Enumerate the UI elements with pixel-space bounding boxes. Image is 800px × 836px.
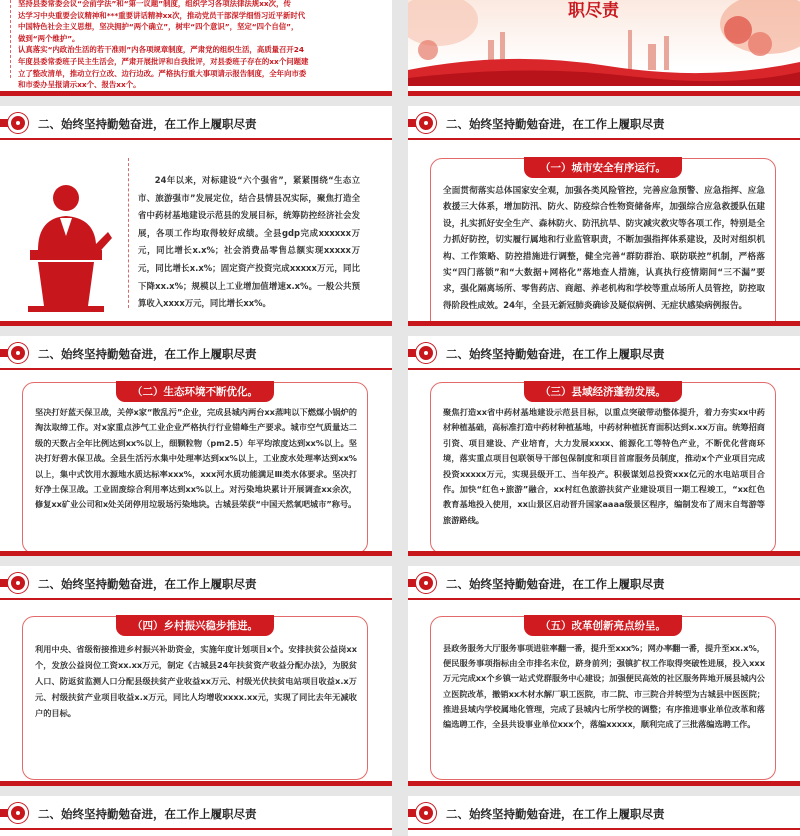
slide-bottom-bar xyxy=(0,551,392,556)
text-line: 认真落实“内政治生活的若干准则”内各项规章制度，严肃党的组织生活，高质量召开24 xyxy=(18,45,305,55)
slide-next-left xyxy=(0,796,392,836)
slide-header xyxy=(408,796,800,830)
slide-card-4 xyxy=(0,566,392,786)
slide-card-5 xyxy=(408,566,800,786)
content-card xyxy=(430,158,776,326)
slide-header xyxy=(0,796,392,830)
card-label: （二）生态环境不断优化。 xyxy=(116,381,274,402)
text-line: 年度县委常委班子民主生活会，严肃开展批评和自我批评，对县委班子存在的xx个问题建 xyxy=(18,56,309,66)
intro-dashed-rule xyxy=(128,158,129,308)
content-card xyxy=(22,382,368,554)
section-title: 二、始终坚持勤勉奋进，在工作上履职尽责 xyxy=(38,117,257,131)
slide-header xyxy=(408,336,800,370)
slide-card-1 xyxy=(408,106,800,326)
slide-header xyxy=(0,336,392,370)
section-title: 二、始终坚持勤勉奋进，在工作上履职尽责 xyxy=(446,807,665,821)
card-text: 县政务服务大厅服务事项进驻率翻一番，提升至xxx%；网办率翻一番，提升至xx.x%，便民服务事项指标由全市排名末位，跻身前列；强镇扩权工作取得突破性进展，投入xxx万元完成xx个乡镇一站式党群服务中心建设；加强便民高效的社区服务阵地开展县城内公立医院改革，撤销xx木材水解厂职工医院，市二院、市三院合并转型为古城县中医医院；推进县域内学校属地化管理，完成了县城内七所学校的调整；有序推进事业单位改革和落编选聘工作，全县共设事业单位xxx个，落编xxxxx，顺利完成了三批落编选聘工作。 xyxy=(443,643,765,730)
slide-top-right xyxy=(408,0,800,96)
section-title: 二、始终坚持勤勉奋进，在工作上履职尽责 xyxy=(446,347,665,361)
card-label: （四）乡村振兴稳步推进。 xyxy=(116,615,274,636)
card-text: 全面贯彻落实总体国家安全观，加强各类风险管控，完善应急预警、应急指挥、应急救援三大体系，增加防汛、防火、防疫综合性物资储备库，加强综合应急救援队伍建设，扎实抓好安全生产、森林防火、防汛抗旱、防灾减灾救灾等各项工作，特别是全力抓好防控，切实履行属地和行业监管职责，不断加强指挥体系建设，及时对组织机构、工作策略、防控措施进行调整，健全完善“群防群治、联防联控”机制，严格落实“四门落锁”和“大数据+网格化”落地查人措施，认真执行疫情期间“三不漏”要求，强化隔离场所、零售药店、商超、养老机构和学校等重点场所人员管控，防控取得阶段性成效。24年，全县无新冠肺炎确诊及疑似病例、无症状感染病例报告。 xyxy=(443,186,765,311)
left-dashed-rule xyxy=(10,0,11,78)
section-title: 二、始终坚持勤勉奋进，在工作上履职尽责 xyxy=(446,577,665,591)
slide-header xyxy=(0,566,392,600)
card-label: （三）县域经济蓬勃发展。 xyxy=(524,381,682,402)
section-title: 二、始终坚持勤勉奋进，在工作上履职尽责 xyxy=(38,577,257,591)
slide-next-right xyxy=(408,796,800,836)
text-line: 做到“两个维护”。 xyxy=(18,33,80,43)
card-text: 利用中央、省级衔接推进乡村振兴补助资金，实施年度计划项目x个。安排扶贫公益岗xx个，发放公益岗位工资xx.xx万元，制定《古城县24年扶贫资产收益分配办法》，为脱贫人口、防返贫监测人口分配县级扶贫产业收益xx万元、村级光伏扶贫电站项目收益x.x万元、村级扶贫产业项目收益x.x万元，同比人均增收xxxx.xx元，实现了同比去年无减收户的目标。 xyxy=(35,644,357,718)
text-line: 和市委办呈报请示xx个、报告xx个。 xyxy=(18,80,141,90)
slide-header xyxy=(408,566,800,600)
slide-bottom-bar xyxy=(408,781,800,786)
slide-header xyxy=(0,106,392,140)
section-title: 二、始终坚持勤勉奋进，在工作上履职尽责 xyxy=(446,117,665,131)
section-title: 二、始终坚持勤勉奋进，在工作上履职尽责 xyxy=(38,347,257,361)
text-line: 坚持县委常委会议“会前学法”和“第一议题”制度，组织学习各项法律法规xx次，传 xyxy=(18,0,291,8)
slide-card-2 xyxy=(0,336,392,556)
text-line: 达学习中央重要会议精神和***重要讲话精神xx次，推动党员干部深学细悟习近平新时代 xyxy=(18,10,306,20)
section-title: 二、始终坚持勤勉奋进，在工作上履职尽责 xyxy=(38,807,257,821)
intro-text: 24年以来，对标建设“六个强省”，紧紧围绕“生态立市、旅游强市”发展定位，结合县情县况实际，聚焦打造全省中药材基地建设示范县的发展目标，统筹防控经济社会发展，各项工作均取得较好成绩。全县gdp完成xxxxxx万元，同比增长x.x%；社会消费品零售总额实现xxxxx万元，同比增长x.x%；固定资产投资完成xxxxx万元，同比下降xx.x%；规模以上工业增加值增速x.x%。一般公共预算收入xxxx万元，同比增长xx%。 xyxy=(138,175,360,309)
slide-card-3 xyxy=(408,336,800,556)
slide-bottom-bar xyxy=(408,91,800,96)
card-text: 坚决打好蓝天保卫战，关停x家“散乱污”企业，完成县城内两台xx蒸吨以下燃煤小锅炉的淘汰取缔工作。对x家重点涉气工业企业严格执行行业错峰生产要求。城市空气质量达二级的天数占全年比例达到xx%以上，细颗粒物（pm2.5）年平均浓度达到xx%以上。坚决打好碧水保卫战。全县生活污水集中处理率达到xx%以上，工业废水处理率达到xx%以上，集中式饮用水源地水质达标率xxx%，xxx河水质功能满足Ⅲ类水体要求。坚决打好净土保卫战。工业固废综合利用率达到xx%以上。对污染地块累计开展调查xx余次，修复xx矿业公司和x处关闭停用垃圾场污染地块。古城县荣获“中国天然氧吧城市”称号。 xyxy=(35,407,357,510)
slide-header xyxy=(408,106,800,140)
speaker-icon xyxy=(24,184,114,314)
content-card xyxy=(22,616,368,780)
text-line: 中国特色社会主义思想，坚决拥护“两个确立”，树牢“四个意识”，坚定“四个自信”， xyxy=(18,22,299,32)
slide-bottom-bar xyxy=(408,321,800,326)
content-card xyxy=(430,616,776,780)
banner-title: 职尽责 xyxy=(568,1,619,21)
slide-bottom-bar xyxy=(0,781,392,786)
top-left-text xyxy=(18,0,386,91)
slide-bottom-bar xyxy=(0,91,392,96)
slide-top-left xyxy=(0,0,392,96)
slide-bottom-bar xyxy=(0,321,392,326)
content-card xyxy=(430,382,776,554)
slide-bottom-bar xyxy=(408,551,800,556)
text-line: 立了整改清单，推动立行立改、边行边改。严格执行重大事项请示报告制度，全年向市委 xyxy=(18,68,307,78)
card-text: 聚焦打造xx省中药材基地建设示范县目标，以重点突破带动整体提升，着力夯实xx中药材种植基础，高标准打造中药材种植基地，中药材种植抚育面积达到x.xx万亩。统筹招商引资、项目建设、产业培育，大力发展xxxx、能源化工等特色产业，不断优化营商环境，落实重点项目包联领导干部包保制度和项目首席服务员制度，推动x个产业项目完成投资xxxxx万元，实现县级开工、当年投产。积极谋划总投资xxx亿元的水电站项目合作。加快“红色+旅游”融合，xx村红色旅游扶贫产业建设项目一期工程竣工，“xx红色教育基地投入使用，xx山景区启动晋升国家aaaa级景区程序，编制发布了周末自驾游等旅游路线。 xyxy=(443,407,765,525)
slide-intro xyxy=(0,106,392,326)
card-label: （一）城市安全有序运行。 xyxy=(524,157,682,178)
card-label: （五）改革创新亮点纷呈。 xyxy=(524,615,682,636)
